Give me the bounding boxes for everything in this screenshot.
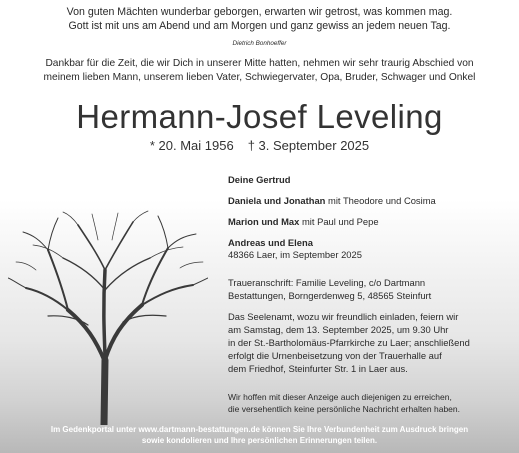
- footer-line-1: Im Gedenkportal unter www.dartmann-bestattungen.de können Sie Ihre Verbundenheit zum Ausdruck bringen: [50, 425, 469, 434]
- mourner-entry: [228, 211, 518, 232]
- ceremony-line-5: dem Friedhof, Steinfurter Str. 1 in Laer aus.: [228, 363, 408, 374]
- thanks-text: [0, 57, 519, 85]
- address-line-2: Bestattungen, Borngerdenweg 5, 48565 Steinfurt: [228, 290, 432, 301]
- quote-line-1: Von guten Mächten wunderbar geborgen, erwarten wir getrost, was kommen mag.: [66, 6, 453, 18]
- mourners-list: [228, 169, 518, 253]
- mourner-name: Andreas und Elena: [228, 237, 313, 248]
- ceremony-line-2: am Samstag, dem 13. September 2025, um 9.30 Uhr: [228, 324, 449, 335]
- mourner-name: Marion und Max: [228, 216, 300, 227]
- thanks-line-1: Dankbar für die Zeit, die wir Dich in unserer Mitte hatten, nehmen wir sehr traurig Abschied von: [45, 58, 474, 69]
- life-dates: [0, 138, 519, 153]
- deceased-name: Hermann-Josef Leveling: [76, 98, 443, 135]
- remark-line-1: Wir hoffen mit dieser Anzeige auch diejenigen zu erreichen,: [228, 392, 452, 402]
- ceremony-line-4: erfolgt die Urnenbeisetzung von der Trauerhalle auf: [228, 350, 442, 361]
- tree-illustration: [8, 210, 208, 425]
- footer-line-2: sowie kondolieren und Ihre persönlichen Erinnerungen teilen.: [141, 436, 378, 445]
- quote-author: Dietrich Bonhoeffer: [232, 40, 287, 47]
- thanks-line-2: meinem lieben Mann, unserem lieben Vater, Schwiegervater, Opa, Bruder, Schwager und Onkel: [43, 72, 476, 83]
- address-line-1: Traueranschrift: Familie Leveling, c/o Dartmann: [228, 277, 426, 288]
- mourner-entry: [228, 190, 518, 211]
- ceremony-line-3: in der St.-Bartholomäus-Pfarrkirche zu Laer; anschließend: [228, 337, 470, 348]
- mourning-address: [228, 276, 516, 302]
- mourner-entry: [228, 169, 518, 190]
- place-date: 48366 Laer, im September 2025: [228, 249, 362, 260]
- mourner-extra: mit Theodore und Cosima: [325, 195, 436, 206]
- quote-block: [0, 5, 519, 33]
- mourner-name: Deine Gertrud: [228, 174, 291, 185]
- ceremony-info: [228, 310, 516, 375]
- mourner-extra: mit Paul und Pepe: [299, 216, 379, 227]
- notice-remark: [228, 391, 516, 415]
- memorial-portal-footer: [0, 424, 519, 453]
- death-date: † 3. September 2025: [247, 138, 370, 153]
- quote-line-2: Gott ist mit uns am Abend und am Morgen und ganz gewiss an jedem neuen Tag.: [68, 20, 451, 32]
- birth-date: * 20. Mai 1956: [149, 138, 234, 153]
- mourner-name: Daniela und Jonathan: [228, 195, 326, 206]
- ceremony-line-1: Das Seelenamt, wozu wir freundlich einladen, feiern wir: [228, 311, 459, 322]
- remark-line-2: die versehentlich keine persönliche Nachricht erhalten haben.: [228, 404, 461, 414]
